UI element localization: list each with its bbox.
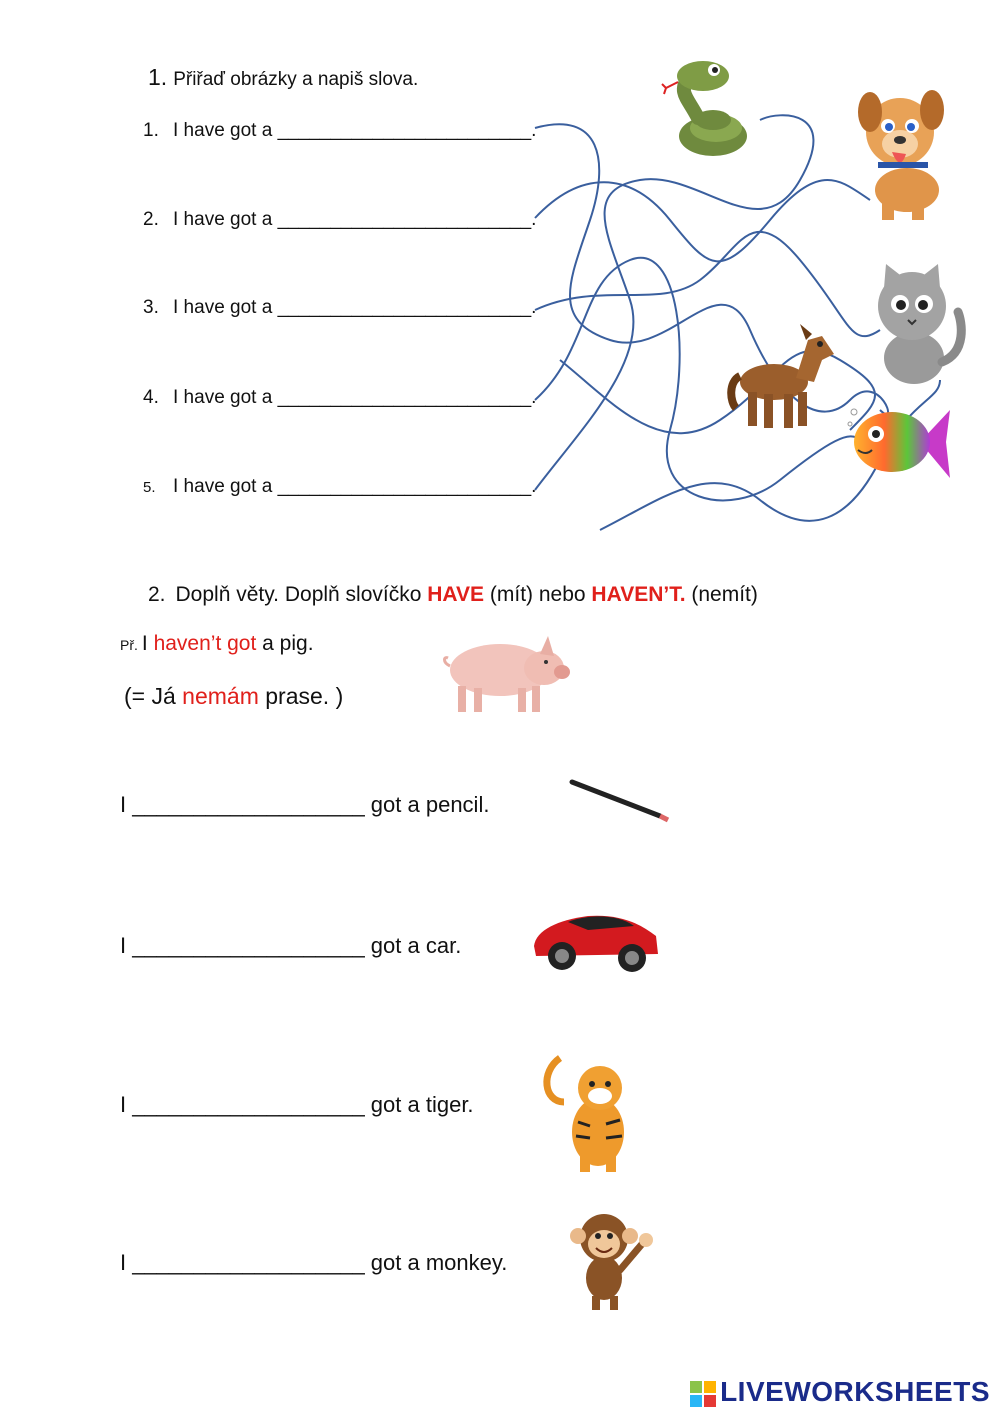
have-keyword: HAVE bbox=[427, 583, 485, 606]
example-translation: (= Já nemám prase. ) bbox=[124, 683, 344, 709]
task1-item-2[interactable]: 2. I have got a ________________________. bbox=[143, 209, 537, 230]
task1-item-5[interactable]: 5. I have got a ________________________. bbox=[143, 476, 537, 497]
logo-badge-icon bbox=[690, 1381, 716, 1407]
pig-icon bbox=[440, 626, 574, 714]
example-sentence: Př. I haven’t got a pig. bbox=[120, 632, 314, 655]
logo-text: LIVEWORKSHEETS bbox=[720, 1376, 990, 1407]
car-icon bbox=[528, 906, 662, 974]
dog-icon bbox=[852, 82, 954, 224]
sentence-tiger[interactable]: I ___________________ got a tiger. bbox=[120, 1092, 474, 1117]
sentence-monkey[interactable]: I ___________________ got a monkey. bbox=[120, 1250, 508, 1275]
sentence-pencil[interactable]: I ___________________ got a pencil. bbox=[120, 792, 490, 817]
cat-icon bbox=[872, 262, 968, 388]
pencil-icon bbox=[568, 778, 674, 826]
task2-number: 2. bbox=[148, 583, 166, 606]
task1-instruction: Přiřaď obrázky a napiš slova. bbox=[173, 69, 419, 90]
task1-item-1[interactable]: 1. I have got a ________________________. bbox=[143, 120, 537, 141]
task1-heading bbox=[148, 64, 418, 91]
monkey-icon bbox=[562, 1204, 660, 1314]
task1-item-4[interactable]: 4. I have got a ________________________. bbox=[143, 387, 537, 408]
horse-icon bbox=[726, 322, 838, 434]
task1-number: 1. bbox=[148, 64, 168, 90]
task2-heading: 2. Doplň věty. Doplň slovíčko HAVE (mít) nebo HAVEN’T. (nemít) bbox=[148, 583, 758, 606]
tiger-icon bbox=[540, 1052, 640, 1174]
snake-icon bbox=[658, 58, 764, 166]
fish-icon bbox=[846, 402, 954, 484]
task1-item-3[interactable]: 3. I have got a ________________________. bbox=[143, 297, 537, 318]
sentence-car[interactable]: I ___________________ got a car. bbox=[120, 933, 462, 958]
havent-keyword: HAVEN’T. bbox=[591, 583, 686, 606]
liveworksheets-logo bbox=[690, 1376, 990, 1408]
